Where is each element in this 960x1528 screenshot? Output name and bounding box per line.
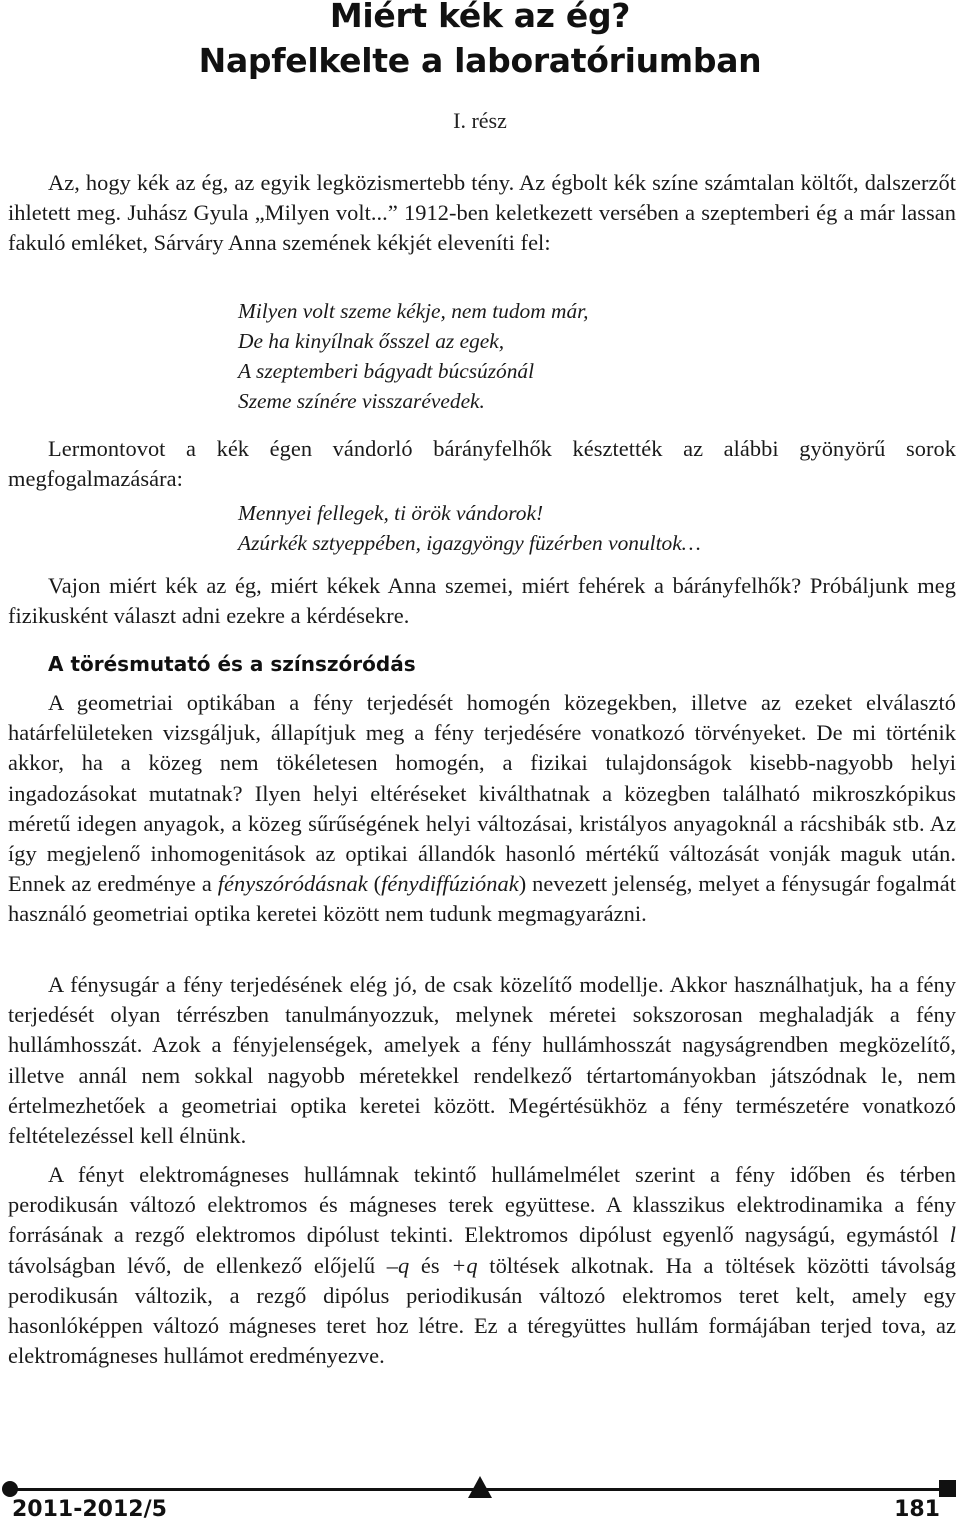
verse-line: Milyen volt szeme kékje, nem tudom már, (238, 299, 589, 323)
text-run: töltések alkotnak. Ha a töltések közötti távolság perodikusán változik, a rezgő dipólus periodikusán változó elektromos teret kelt, amely egy hasonlóképpen változó mágneses teret hoz létre. Ez a téregyüttes hullám formájában terjed tova, az elektromágneses hullámot eredményezve. (8, 1252, 957, 1369)
verse-line: De ha kinyílnak ősszel az egek, (238, 329, 505, 353)
verse-line: Azúrkék sztyeppében, igazgyöngy füzérben vonultok… (238, 531, 701, 555)
math-symbol: q (466, 1252, 478, 1278)
square-marker-icon (939, 1480, 956, 1497)
text-run: A geometriai optikában a fény terjedését homogén közegekben, illetve az ezeket elválasztó határfelületeken vizsgáljuk, állapítjuk meg a fény terjedésére vonatkozó törvényeket. De mi történik akkor, ha a közeg nem tökéletesen homogén, a fizikai tulajdonságok kisebb-nagyobb helyi ingadozásokat mutatnak? Ilyen helyi eltéréseket kiválthatnak a közegben található mikroszkópikus méretű idegen anyagok, a közeg sűrűségének helyi változásai, kristályos anyagoknál a rácshibák stb. Az így megjelenő inhomogenitások az optikai állandók hasonló mértékű változását vonják maguk után. Ennek az eredménye a (8, 690, 956, 897)
intro-paragraph-3: Vajon miért kék az ég, miért kékek Anna szemei, miért fehérek a bárányfelhők? Próbáljunk meg fizikusként választ adni ezekre a kérdésekre. (8, 573, 956, 629)
text-run: ( (367, 871, 382, 897)
verse-juhasz (238, 296, 938, 416)
text-run: ) nevezett jelenség, melyet a fénysugár fogalmát használó geometriai optika keretei között nem tudunk megmagyarázni. (8, 871, 957, 927)
issue-number: 2011-2012/5 (12, 1497, 167, 1522)
section-heading: A törésmutató és a színszóródás (48, 652, 416, 676)
math-symbol: l (949, 1222, 956, 1248)
math-symbol: – (386, 1252, 398, 1278)
section-paragraph-3 (8, 1160, 956, 1371)
verse-line: Szeme színére visszarévedek. (238, 389, 485, 413)
circle-bullet-icon (2, 1481, 18, 1497)
intro-paragraph-2: Lermontovot a kék égen vándorló bárányfelhők késztették az alábbi gyönyörű sorok megfogalmazására: (8, 436, 956, 492)
intro-paragraph-1: Az, hogy kék az ég, az egyik legközismertebb tény. Az égbolt kék színe számtalan költőt, dalszerzőt ihletett meg. Juhász Gyula „Milyen volt...” 1912-ben keletkezett versében a szeptemberi ég a már lassan fakuló emléket, Sárváry Anna szemének kékjét eleveníti fel: (8, 170, 956, 256)
verse-line: Mennyei fellegek, ti örök vándorok! (238, 501, 544, 525)
page-subtitle: Napfelkelte a laboratóriumban (198, 41, 762, 80)
page-number: 181 (894, 1497, 940, 1522)
math-symbol: + (451, 1252, 467, 1278)
section-paragraph-2: A fénysugár a fény terjedésének elég jó, de csak közelítő modellje. Akkor használhatjuk, ha a fény terjedését olyan térrészben tanulmányozzuk, melynek méretei sokszorosan meghaladják a fény hullámhosszát. Azok a fényjelenségek, amelyek a fény hullámhosszát nagyságrendben megközelítő, illetve annál nem sokkal nagyobb méretekkel rendelkező tértartományokban játszódnak le, nem értelmezhetőek a geometriai optika keretei között. Megértésükhöz a fény természetére vonatkozó feltételezéssel kell élnünk. (8, 972, 956, 1149)
emphasis-term: fényszóródásnak (217, 871, 368, 897)
text-run: távolságban lévő, de ellenkező előjelű (8, 1252, 387, 1278)
math-symbol: q (398, 1252, 410, 1278)
part-label: I. rész (453, 108, 507, 133)
verse-lermontov (238, 498, 938, 558)
text-run: A fényt elektromágneses hullámnak tekintő hullámelmélet szerint a fény időben és térben perodikusán változó elektromos és mágneses terek együttese. A klasszikus elektrodinamika a fény forrásának a rezgő elektromos dipólust tekinti. Elektromos dipólust egyenlő nagyságú, egymástól (8, 1162, 956, 1248)
text-run: és (409, 1252, 452, 1278)
section-paragraph-1 (8, 688, 956, 930)
page-title: Miért kék az ég? (329, 0, 631, 35)
triangle-marker-icon (468, 1476, 492, 1498)
emphasis-term: fénydiffúziónak (381, 871, 519, 897)
verse-line: A szeptemberi bágyadt búcsúzónál (238, 359, 535, 383)
